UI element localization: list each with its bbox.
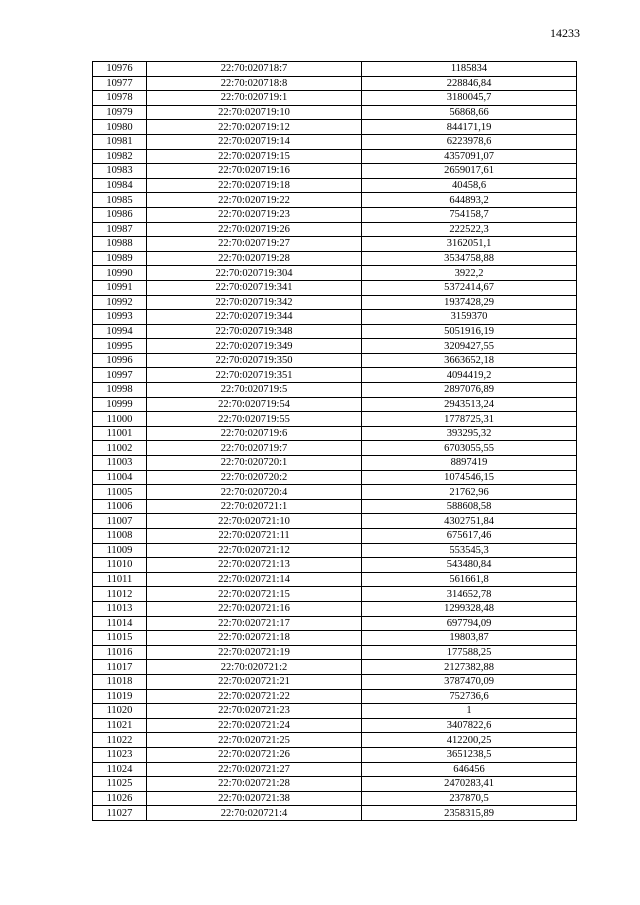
row-number-cell: 11019 — [93, 689, 147, 704]
row-number-cell: 11027 — [93, 806, 147, 821]
cadastral-number-cell: 22:70:020721:21 — [147, 674, 362, 689]
cadastral-value-cell: 237870,5 — [362, 791, 577, 806]
cadastral-number-cell: 22:70:020718:8 — [147, 76, 362, 91]
cadastral-value-cell: 4357091,07 — [362, 149, 577, 164]
cadastral-number-cell: 22:70:020721:1 — [147, 499, 362, 514]
row-number-cell: 10997 — [93, 368, 147, 383]
cadastral-number-cell: 22:70:020719:54 — [147, 397, 362, 412]
cadastral-value-cell: 3407822,6 — [362, 718, 577, 733]
cadastral-value-cell: 2470283,41 — [362, 777, 577, 792]
cadastral-number-cell: 22:70:020719:348 — [147, 324, 362, 339]
row-number-cell: 10996 — [93, 353, 147, 368]
cadastral-number-cell: 22:70:020721:24 — [147, 718, 362, 733]
cadastral-value-cell: 4302751,84 — [362, 514, 577, 529]
cadastral-value-cell: 3209427,55 — [362, 339, 577, 354]
table-row — [93, 718, 577, 733]
table-row — [93, 353, 577, 368]
row-number-cell: 11013 — [93, 601, 147, 616]
table-row — [93, 207, 577, 222]
table-row — [93, 426, 577, 441]
row-number-cell: 11010 — [93, 558, 147, 573]
table-row — [93, 485, 577, 500]
cadastral-number-cell: 22:70:020719:350 — [147, 353, 362, 368]
cadastral-value-cell: 3651238,5 — [362, 747, 577, 762]
cadastral-number-cell: 22:70:020719:10 — [147, 105, 362, 120]
cadastral-number-cell: 22:70:020721:12 — [147, 543, 362, 558]
cadastral-number-cell: 22:70:020721:19 — [147, 645, 362, 660]
table-row — [93, 806, 577, 821]
cadastral-value-cell: 1 — [362, 704, 577, 719]
row-number-cell: 11024 — [93, 762, 147, 777]
cadastral-number-cell: 22:70:020719:1 — [147, 91, 362, 106]
cadastral-number-cell: 22:70:020721:4 — [147, 806, 362, 821]
cadastral-number-cell: 22:70:020721:14 — [147, 572, 362, 587]
row-number-cell: 11011 — [93, 572, 147, 587]
cadastral-value-cell: 8897419 — [362, 456, 577, 471]
table-row — [93, 499, 577, 514]
row-number-cell: 10995 — [93, 339, 147, 354]
cadastral-value-cell: 3180045,7 — [362, 91, 577, 106]
row-number-cell: 11015 — [93, 631, 147, 646]
row-number-cell: 10977 — [93, 76, 147, 91]
row-number-cell: 11003 — [93, 456, 147, 471]
cadastral-value-cell: 3534758,88 — [362, 251, 577, 266]
cadastral-number-cell: 22:70:020719:7 — [147, 441, 362, 456]
cadastral-value-cell: 644893,2 — [362, 193, 577, 208]
cadastral-number-cell: 22:70:020719:349 — [147, 339, 362, 354]
table-row — [93, 645, 577, 660]
cadastral-number-cell: 22:70:020719:342 — [147, 295, 362, 310]
row-number-cell: 10990 — [93, 266, 147, 281]
row-number-cell: 11014 — [93, 616, 147, 631]
cadastral-number-cell: 22:70:020719:12 — [147, 120, 362, 135]
table-row — [93, 747, 577, 762]
cadastral-value-cell: 56868,66 — [362, 105, 577, 120]
row-number-cell: 11009 — [93, 543, 147, 558]
cadastral-number-cell: 22:70:020721:15 — [147, 587, 362, 602]
page-number: 14233 — [550, 26, 580, 40]
table-row — [93, 470, 577, 485]
cadastral-value-cell: 752736,6 — [362, 689, 577, 704]
table-row — [93, 631, 577, 646]
cadastral-number-cell: 22:70:020721:28 — [147, 777, 362, 792]
cadastral-number-cell: 22:70:020721:16 — [147, 601, 362, 616]
cadastral-number-cell: 22:70:020721:2 — [147, 660, 362, 675]
table-row — [93, 412, 577, 427]
table-row — [93, 689, 577, 704]
table-row — [93, 514, 577, 529]
row-number-cell: 11021 — [93, 718, 147, 733]
cadastral-number-cell: 22:70:020721:25 — [147, 733, 362, 748]
cadastral-value-cell: 3787470,09 — [362, 674, 577, 689]
cadastral-value-cell: 6223978,6 — [362, 134, 577, 149]
table-row — [93, 777, 577, 792]
row-number-cell: 11000 — [93, 412, 147, 427]
cadastral-value-cell: 40458,6 — [362, 178, 577, 193]
cadastral-value-cell: 3159370 — [362, 310, 577, 325]
cadastral-number-cell: 22:70:020719:14 — [147, 134, 362, 149]
table-row — [93, 529, 577, 544]
cadastral-number-cell: 22:70:020720:4 — [147, 485, 362, 500]
cadastral-number-cell: 22:70:020719:55 — [147, 412, 362, 427]
cadastral-number-cell: 22:70:020721:17 — [147, 616, 362, 631]
table-row — [93, 76, 577, 91]
row-number-cell: 10999 — [93, 397, 147, 412]
cadastral-value-cell: 3922,2 — [362, 266, 577, 281]
row-number-cell: 10987 — [93, 222, 147, 237]
row-number-cell: 10982 — [93, 149, 147, 164]
row-number-cell: 11002 — [93, 441, 147, 456]
row-number-cell: 10994 — [93, 324, 147, 339]
row-number-cell: 11008 — [93, 529, 147, 544]
cadastral-number-cell: 22:70:020721:26 — [147, 747, 362, 762]
cadastral-value-cell: 393295,32 — [362, 426, 577, 441]
table-row — [93, 543, 577, 558]
cadastral-value-cell: 314652,78 — [362, 587, 577, 602]
cadastral-number-cell: 22:70:020719:15 — [147, 149, 362, 164]
cadastral-number-cell: 22:70:020721:22 — [147, 689, 362, 704]
table-row — [93, 558, 577, 573]
cadastral-value-cell: 412200,25 — [362, 733, 577, 748]
row-number-cell: 10978 — [93, 91, 147, 106]
table-row — [93, 120, 577, 135]
table-row — [93, 397, 577, 412]
row-number-cell: 11022 — [93, 733, 147, 748]
cadastral-value-cell: 228846,84 — [362, 76, 577, 91]
table-row — [93, 237, 577, 252]
table-row — [93, 164, 577, 179]
cadastral-number-cell: 22:70:020719:304 — [147, 266, 362, 281]
row-number-cell: 11007 — [93, 514, 147, 529]
table-row — [93, 310, 577, 325]
row-number-cell: 10984 — [93, 178, 147, 193]
table-row — [93, 295, 577, 310]
row-number-cell: 10980 — [93, 120, 147, 135]
cadastral-number-cell: 22:70:020721:27 — [147, 762, 362, 777]
cadastral-value-cell: 21762,96 — [362, 485, 577, 500]
table-row — [93, 704, 577, 719]
row-number-cell: 10979 — [93, 105, 147, 120]
cadastral-number-cell: 22:70:020719:28 — [147, 251, 362, 266]
row-number-cell: 11016 — [93, 645, 147, 660]
cadastral-number-cell: 22:70:020719:27 — [147, 237, 362, 252]
row-number-cell: 10989 — [93, 251, 147, 266]
cadastral-value-cell: 1185834 — [362, 62, 577, 77]
cadastral-number-cell: 22:70:020719:18 — [147, 178, 362, 193]
table-row — [93, 339, 577, 354]
cadastral-number-cell: 22:70:020718:7 — [147, 62, 362, 77]
row-number-cell: 11005 — [93, 485, 147, 500]
table-row — [93, 660, 577, 675]
cadastral-number-cell: 22:70:020721:38 — [147, 791, 362, 806]
cadastral-value-cell: 754158,7 — [362, 207, 577, 222]
row-number-cell: 10991 — [93, 280, 147, 295]
cadastral-value-cell: 1778725,31 — [362, 412, 577, 427]
row-number-cell: 10981 — [93, 134, 147, 149]
cadastral-number-cell: 22:70:020719:26 — [147, 222, 362, 237]
cadastral-value-cell: 2358315,89 — [362, 806, 577, 821]
cadastral-value-cell: 844171,19 — [362, 120, 577, 135]
row-number-cell: 10998 — [93, 383, 147, 398]
cadastral-value-cell: 561661,8 — [362, 572, 577, 587]
cadastral-value-cell: 2127382,88 — [362, 660, 577, 675]
cadastral-value-cell: 4094419,2 — [362, 368, 577, 383]
table-row — [93, 762, 577, 777]
cadastral-value-cell: 553545,3 — [362, 543, 577, 558]
row-number-cell: 11020 — [93, 704, 147, 719]
table-row — [93, 266, 577, 281]
cadastral-value-cell: 19803,87 — [362, 631, 577, 646]
table-row — [93, 456, 577, 471]
cadastral-number-cell: 22:70:020719:16 — [147, 164, 362, 179]
row-number-cell: 10992 — [93, 295, 147, 310]
cadastral-number-cell: 22:70:020719:341 — [147, 280, 362, 295]
table-row — [93, 178, 577, 193]
cadastral-number-cell: 22:70:020719:6 — [147, 426, 362, 441]
cadastral-value-cell: 5051916,19 — [362, 324, 577, 339]
cadastral-number-cell: 22:70:020720:1 — [147, 456, 362, 471]
row-number-cell: 11004 — [93, 470, 147, 485]
table-row — [93, 62, 577, 77]
table-body — [93, 62, 577, 821]
cadastral-value-cell: 6703055,55 — [362, 441, 577, 456]
table-row — [93, 441, 577, 456]
table-row — [93, 134, 577, 149]
table-row — [93, 383, 577, 398]
cadastral-value-cell: 1937428,29 — [362, 295, 577, 310]
table-row — [93, 105, 577, 120]
row-number-cell: 11025 — [93, 777, 147, 792]
cadastral-value-cell: 588608,58 — [362, 499, 577, 514]
table-row — [93, 324, 577, 339]
row-number-cell: 10985 — [93, 193, 147, 208]
cadastral-value-cell: 697794,09 — [362, 616, 577, 631]
cadastral-number-cell: 22:70:020721:10 — [147, 514, 362, 529]
table-row — [93, 193, 577, 208]
row-number-cell: 11001 — [93, 426, 147, 441]
table-row — [93, 91, 577, 106]
cadastral-number-cell: 22:70:020719:22 — [147, 193, 362, 208]
row-number-cell: 10983 — [93, 164, 147, 179]
table-row — [93, 280, 577, 295]
cadastral-number-cell: 22:70:020719:5 — [147, 383, 362, 398]
row-number-cell: 10988 — [93, 237, 147, 252]
table-row — [93, 149, 577, 164]
row-number-cell: 11026 — [93, 791, 147, 806]
table-row — [93, 791, 577, 806]
cadastral-value-table — [92, 61, 577, 821]
cadastral-number-cell: 22:70:020719:344 — [147, 310, 362, 325]
table-row — [93, 368, 577, 383]
cadastral-number-cell: 22:70:020721:11 — [147, 529, 362, 544]
cadastral-value-cell: 1299328,48 — [362, 601, 577, 616]
table-row — [93, 572, 577, 587]
row-number-cell: 10993 — [93, 310, 147, 325]
row-number-cell: 11018 — [93, 674, 147, 689]
cadastral-number-cell: 22:70:020720:2 — [147, 470, 362, 485]
cadastral-value-cell: 1074546,15 — [362, 470, 577, 485]
table-row — [93, 587, 577, 602]
table-row — [93, 222, 577, 237]
cadastral-number-cell: 22:70:020719:23 — [147, 207, 362, 222]
row-number-cell: 11023 — [93, 747, 147, 762]
cadastral-number-cell: 22:70:020721:18 — [147, 631, 362, 646]
table-row — [93, 616, 577, 631]
table-row — [93, 601, 577, 616]
cadastral-value-cell: 222522,3 — [362, 222, 577, 237]
table-row — [93, 674, 577, 689]
cadastral-number-cell: 22:70:020721:23 — [147, 704, 362, 719]
cadastral-value-cell: 543480,84 — [362, 558, 577, 573]
table-row — [93, 733, 577, 748]
cadastral-value-cell: 177588,25 — [362, 645, 577, 660]
cadastral-value-cell: 2897076,89 — [362, 383, 577, 398]
cadastral-value-cell: 2659017,61 — [362, 164, 577, 179]
row-number-cell: 10976 — [93, 62, 147, 77]
row-number-cell: 10986 — [93, 207, 147, 222]
cadastral-value-cell: 675617,46 — [362, 529, 577, 544]
cadastral-value-cell: 5372414,67 — [362, 280, 577, 295]
cadastral-number-cell: 22:70:020721:13 — [147, 558, 362, 573]
cadastral-value-cell: 3162051,1 — [362, 237, 577, 252]
cadastral-value-cell: 646456 — [362, 762, 577, 777]
cadastral-value-cell: 3663652,18 — [362, 353, 577, 368]
row-number-cell: 11006 — [93, 499, 147, 514]
table-row — [93, 251, 577, 266]
cadastral-value-cell: 2943513,24 — [362, 397, 577, 412]
cadastral-number-cell: 22:70:020719:351 — [147, 368, 362, 383]
row-number-cell: 11012 — [93, 587, 147, 602]
row-number-cell: 11017 — [93, 660, 147, 675]
